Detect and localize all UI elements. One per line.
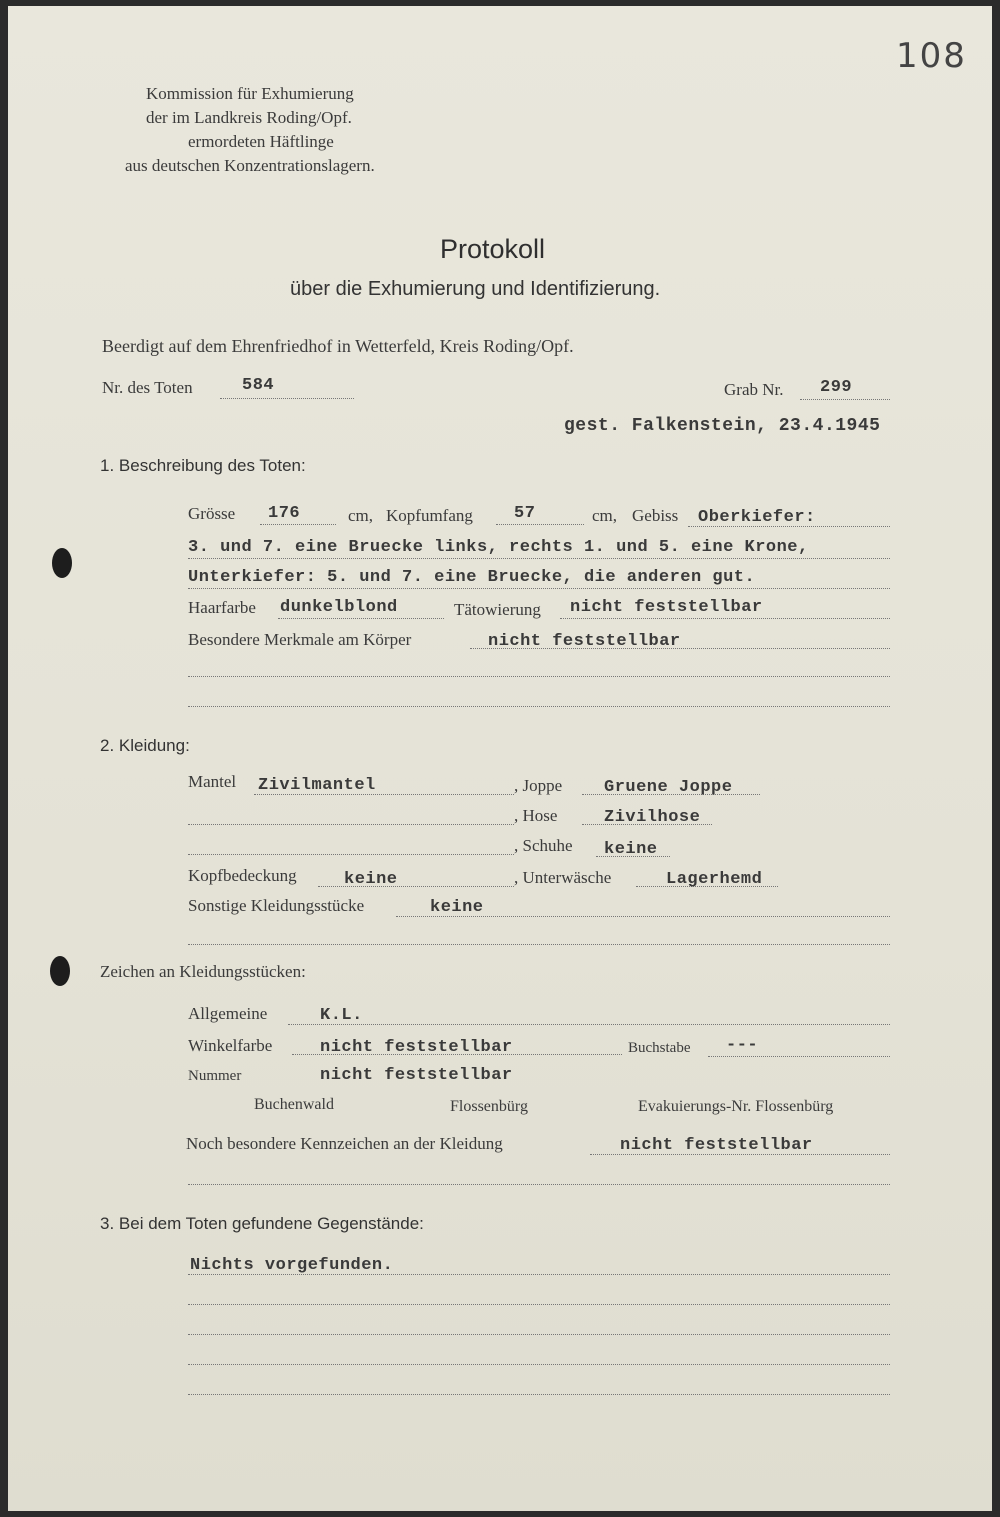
shoes-label: , Schuhe xyxy=(514,836,573,855)
triangle-color-value: nicht feststellbar xyxy=(320,1038,513,1057)
other-clothing-label: Sonstige Kleidungsstücke xyxy=(188,896,365,915)
section-heading: Zeichen an Kleidungsstücken: xyxy=(100,962,306,981)
general-mark-label: Allgemeine xyxy=(188,1004,268,1023)
tattoo-label: Tätowierung xyxy=(454,600,541,619)
number-value: nicht feststellbar xyxy=(320,1066,513,1085)
teeth-value: Oberkiefer: xyxy=(698,508,816,527)
header-line: ermordeten Häftlinge xyxy=(188,132,334,151)
found-items-value: Nichts vorgefunden. xyxy=(190,1256,394,1275)
grave-no-value: 299 xyxy=(820,378,853,397)
number-label: Nummer xyxy=(188,1068,242,1084)
jacket-label: , Joppe xyxy=(514,776,563,795)
hair-label: Haarfarbe xyxy=(188,598,256,617)
death-note: gest. Falkenstein, 23.4.1945 xyxy=(564,416,881,436)
page-number: 108 xyxy=(896,36,967,76)
column-label: Evakuierungs-Nr. Flossenbürg xyxy=(638,1098,834,1115)
tattoo-value: nicht feststellbar xyxy=(570,598,763,617)
teeth-label: Gebiss xyxy=(632,506,679,525)
letter-label: Buchstabe xyxy=(628,1040,691,1056)
trousers-label: , Hose xyxy=(514,806,558,825)
underwear-value: Lagerhemd xyxy=(666,870,763,889)
header-line: aus deutschen Konzentrationslagern. xyxy=(125,156,375,175)
cm-label: cm, xyxy=(348,506,374,525)
header-line: der im Landkreis Roding/Opf. xyxy=(146,108,352,127)
triangle-color-label: Winkelfarbe xyxy=(188,1036,273,1055)
punch-hole xyxy=(50,956,70,986)
column-label: Buchenwald xyxy=(254,1096,334,1113)
jacket-value: Gruene Joppe xyxy=(604,778,733,797)
dead-no-label: Nr. des Toten xyxy=(102,378,193,397)
special-marks-label: Noch besondere Kennzeichen an der Kleidung xyxy=(186,1134,503,1153)
height-label: Grösse xyxy=(188,504,236,523)
section-heading: 2. Kleidung: xyxy=(100,736,190,755)
punch-hole xyxy=(52,548,72,578)
other-clothing-value: keine xyxy=(430,898,484,917)
teeth-line: Unterkiefer: 5. und 7. eine Bruecke, die anderen gut. xyxy=(188,568,756,587)
general-mark-value: K.L. xyxy=(320,1006,363,1025)
document-subtitle: über die Exhumierung und Identifizierung. xyxy=(290,278,661,300)
shoes-value: keine xyxy=(604,840,658,859)
marks-value: nicht feststellbar xyxy=(488,632,681,651)
section-heading: 1. Beschreibung des Toten: xyxy=(100,456,306,475)
coat-label: Mantel xyxy=(188,772,237,791)
headwear-label: Kopfbedeckung xyxy=(188,866,297,885)
letter-value: --- xyxy=(726,1036,759,1055)
head-label: Kopfumfang xyxy=(386,506,473,525)
teeth-line: 3. und 7. eine Bruecke links, rechts 1. und 5. eine Krone, xyxy=(188,538,809,557)
trousers-value: Zivilhose xyxy=(604,808,701,827)
height-value: 176 xyxy=(268,504,301,523)
underwear-label: , Unterwäsche xyxy=(514,868,612,887)
document-title: Protokoll xyxy=(440,234,546,264)
column-label: Flossenbürg xyxy=(450,1098,528,1115)
hair-value: dunkelblond xyxy=(280,598,398,617)
cm-label: cm, xyxy=(592,506,618,525)
header-line: Kommission für Exhumierung xyxy=(146,84,354,103)
marks-label: Besondere Merkmale am Körper xyxy=(188,630,412,649)
document-page xyxy=(8,6,992,1511)
special-marks-value: nicht feststellbar xyxy=(620,1136,813,1155)
coat-value: Zivilmantel xyxy=(258,776,376,795)
headwear-value: keine xyxy=(344,870,398,889)
head-value: 57 xyxy=(514,504,536,523)
grave-no-label: Grab Nr. xyxy=(724,380,784,399)
section-heading: 3. Bei dem Toten gefundene Gegenstände: xyxy=(100,1214,424,1233)
dead-no-value: 584 xyxy=(242,376,275,395)
burial-place: Beerdigt auf dem Ehrenfriedhof in Wetterfeld, Kreis Roding/Opf. xyxy=(102,336,574,356)
